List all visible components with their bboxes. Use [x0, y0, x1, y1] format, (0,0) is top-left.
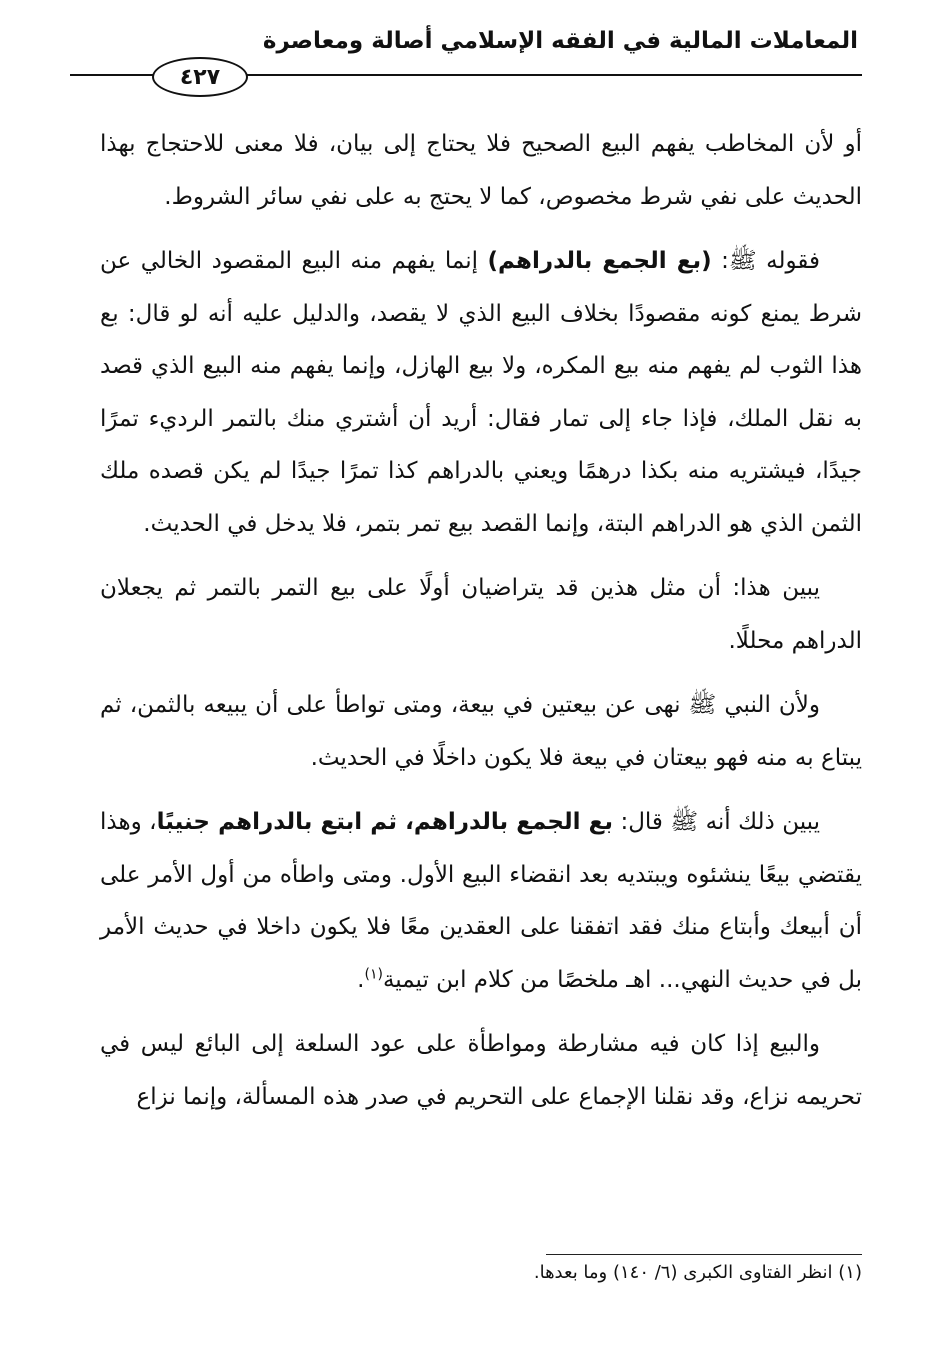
hadith-quote: بع الجمع بالدراهم، ثم ابتع بالدراهم جنيبًا [156, 809, 613, 835]
paragraph-text: أو لأن المخاطب يفهم البيع الصحيح فلا يحتاج إلى بيان، فلا معنى للاحتجاج بهذا الحديث على نفي شرط مخصوص، كما لا يحتج به على نفي سائر الشروط. [100, 131, 862, 210]
footnote [100, 1258, 862, 1288]
footnote-marker: (١) [838, 1262, 862, 1283]
paragraph [100, 235, 862, 550]
paragraph-text: والبيع إذا كان فيه مشارطة ومواطأة على عود السلعة إلى البائع ليس في تحريمه نزاع، وقد نقلنا الإجماع على التحريم في صدر هذه المسألة، وإنما نزاع [100, 1031, 862, 1110]
paragraph-text: . [357, 966, 365, 993]
paragraph-text: يبين هذا: أن مثل هذين قد يتراضيان أولًا على بيع التمر بالتمر ثم يجعلان الدراهم محللًا. [100, 575, 862, 654]
paragraph-text: يبين ذلك أنه ﷺ قال: [613, 809, 820, 835]
hadith-quote: (بع الجمع بالدراهم) [487, 248, 712, 274]
footnote-reference[interactable]: (١) [364, 965, 383, 982]
paragraph [100, 1018, 862, 1123]
page-number-badge [152, 57, 248, 97]
paragraph [100, 118, 862, 223]
paragraph [100, 562, 862, 667]
footnote-text: انظر الفتاوى الكبرى (٦/ ١٤٠) وما بعدها. [533, 1262, 833, 1283]
paragraph-text: فقوله ﷺ: [711, 248, 820, 274]
paragraph [100, 679, 862, 784]
running-head-title: المعاملات المالية في الفقه الإسلامي أصالة ومعاصرة [262, 28, 858, 54]
footnote-rule [546, 1254, 862, 1255]
body-text [100, 118, 862, 1135]
paragraph-text: ، وهذا يقتضي بيعًا ينشئوه ويبتديه بعد انقضاء البيع الأول. ومتى واطأه من أول الأمر على أن أبيعك وأبتاع منك فقد اتفقنا على العقدين معًا فلا يكون داخلا في حديث الأمر بل في حديث النهي... اهـ ملخصًا من كلام ابن تيمية [100, 809, 862, 993]
paragraph [100, 796, 862, 1006]
paragraph-text: إنما يفهم منه البيع المقصود الخالي عن شرط يمنع كونه مقصودًا بخلاف البيع الذي لا يقصد، والدليل عليه أنه لو قال: بع هذا الثوب لم يفهم منه بيع المكره، ولا بيع الهازل، وإنما يفهم منه البيع الذي قصد به نقل الملك، فإذا جاء إلى تمار فقال: أريد أن أشتري منك بالتمر الرديء تمرًا جيدًا، فيشتريه منه بكذا درهمًا ويعني بالدراهم كذا تمرًا جيدًا لم يكن قصده ملك الثمن الذي هو الدراهم البتة، وإنما القصد بيع تمر بتمر، فلا يدخل في الحديث. [100, 248, 862, 537]
paragraph-text: ولأن النبي ﷺ نهى عن بيعتين في بيعة، ومتى تواطأ على أن يبيعه بالثمن، ثم يبتاع به منه فهو بيعتان في بيعة فلا يكون داخلًا في الحديث. [100, 692, 862, 771]
page-number: ٤٢٧ [179, 64, 221, 90]
